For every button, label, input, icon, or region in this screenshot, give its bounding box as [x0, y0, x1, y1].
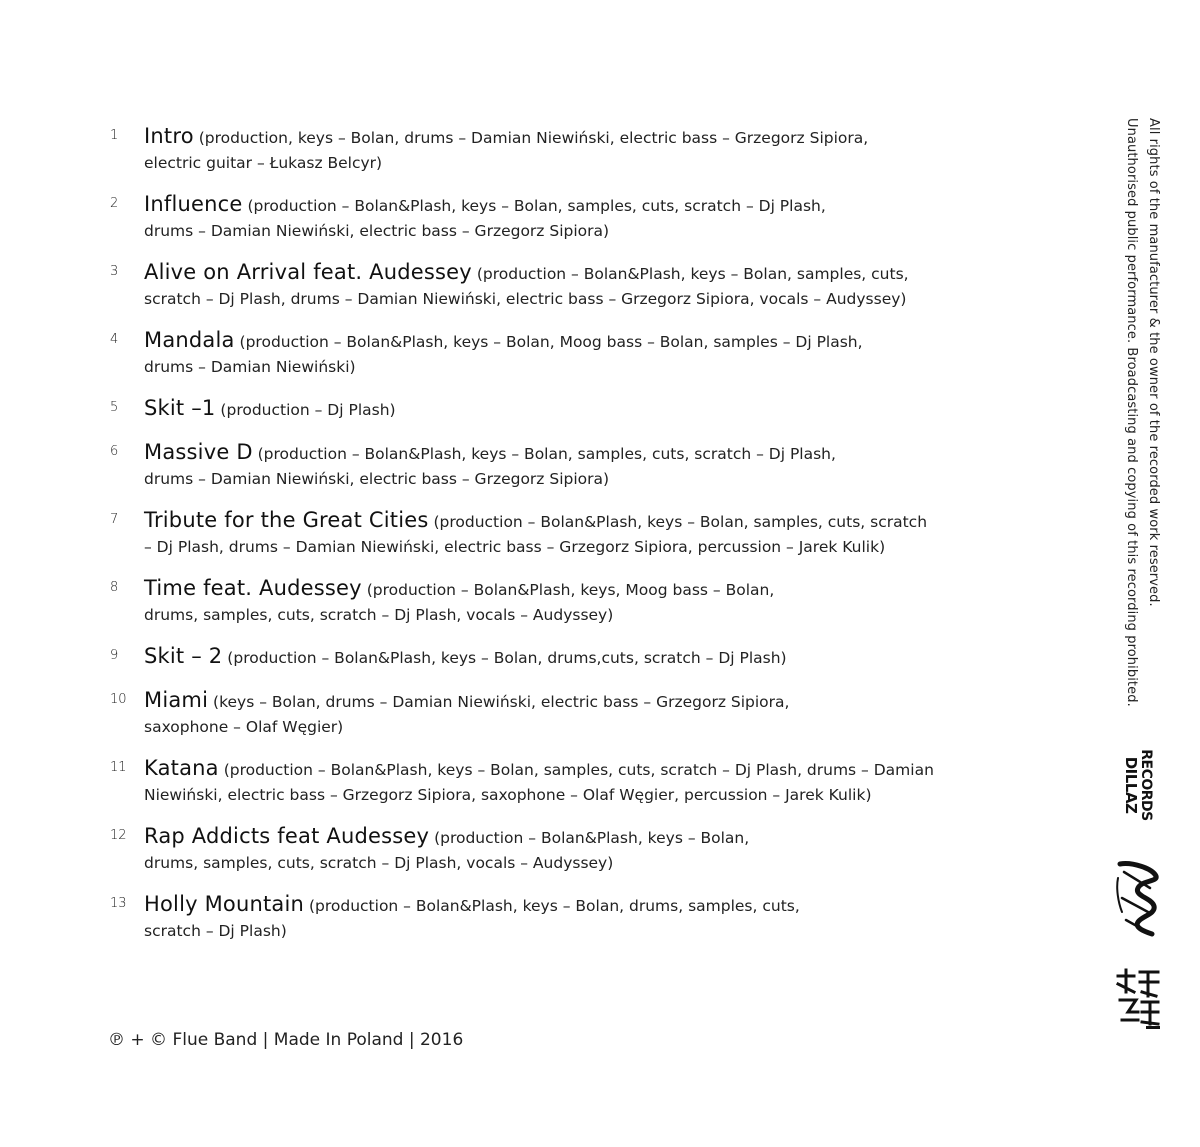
rights-notice	[1120, 118, 1164, 707]
track-number: 6	[110, 444, 119, 459]
script-logo	[1112, 858, 1164, 938]
track-title: Influence	[144, 192, 243, 216]
track-title: Mandala	[144, 328, 235, 352]
track-credits-cont: scratch – Dj Plash)	[144, 922, 287, 940]
copyright-footer: ℗ + © Flue Band | Made In Poland | 2016	[108, 1030, 464, 1050]
track-credits: (production – Dj Plash)	[215, 401, 396, 419]
track-number: 4	[110, 332, 119, 347]
track-credits: (production – Bolan&Plash, keys, Moog bass – Bolan,	[361, 581, 775, 599]
track-title: Skit – 2	[144, 644, 223, 668]
track-credits-cont: drums – Damian Niewiński)	[144, 358, 356, 376]
track-title: Intro	[144, 124, 194, 148]
rights-line-1: All rights of the manufacturer & the owner of the recorded work reserved.	[1146, 118, 1161, 607]
rights-line-2: Unauthorised public performance. Broadcasting and copying of this recording prohibited.	[1124, 118, 1139, 707]
track-credits: (production – Bolan&Plash, keys – Bolan,	[429, 829, 750, 847]
track-title: Rap Addicts feat Audessey	[144, 824, 430, 848]
track-credits: (production – Bolan&Plash, keys – Bolan, Moog bass – Bolan, samples – Dj Plash,	[234, 333, 863, 351]
track-credits-cont: Niewiński, electric bass – Grzegorz Sipiora, saxophone – Olaf Węgier, percussion – Jarek Kulik)	[144, 786, 872, 804]
track-number: 5	[110, 400, 119, 415]
track-title: Tribute for the Great Cities	[144, 508, 429, 532]
track-title: Massive D	[144, 440, 253, 464]
track-title: Alive on Arrival feat. Audessey	[144, 260, 472, 284]
track-credits: (production – Bolan&Plash, keys – Bolan, drums,cuts, scratch – Dj Plash)	[222, 649, 787, 667]
dillaz-logo-line-2: DILLAZ	[1122, 756, 1140, 814]
track-credits-cont: electric guitar – Łukasz Belcyr)	[144, 154, 383, 172]
track-credits-cont: drums – Damian Niewiński, electric bass – Grzegorz Sipiora)	[144, 470, 610, 488]
track-credits: (production – Bolan&Plash, keys – Bolan, samples, cuts, scratch	[428, 513, 928, 531]
track-credits-cont: drums, samples, cuts, scratch – Dj Plash, vocals – Audyssey)	[144, 854, 614, 872]
track-credits: (production – Bolan&Plash, keys – Bolan, samples, cuts,	[471, 265, 909, 283]
dillaz-records-logo	[1112, 742, 1164, 828]
track-number: 8	[110, 580, 119, 595]
track-number: 12	[110, 828, 127, 843]
track-credits: (production – Bolan&Plash, keys – Bolan, drums, samples, cuts,	[304, 897, 800, 915]
track-number: 13	[110, 896, 127, 911]
track-credits-cont: drums – Damian Niewiński, electric bass – Grzegorz Sipiora)	[144, 222, 610, 240]
track-title: Skit –1	[144, 396, 216, 420]
track-credits: (keys – Bolan, drums – Damian Niewiński, electric bass – Grzegorz Sipiora,	[208, 693, 790, 711]
track-number: 9	[110, 648, 119, 663]
track-number: 7	[110, 512, 119, 527]
track-credits: (production – Bolan&Plash, keys – Bolan, samples, cuts, scratch – Dj Plash, drums – Damian	[218, 761, 934, 779]
track-credits: (production – Bolan&Plash, keys – Bolan, samples, cuts, scratch – Dj Plash,	[242, 197, 826, 215]
track-title: Katana	[144, 756, 219, 780]
track-credits-cont: – Dj Plash, drums – Damian Niewiński, electric bass – Grzegorz Sipiora, percussion – Jarek Kulik)	[144, 538, 886, 556]
track-number: 2	[110, 196, 119, 211]
track-number: 3	[110, 264, 119, 279]
track-credits-cont: drums, samples, cuts, scratch – Dj Plash, vocals – Audyssey)	[144, 606, 614, 624]
track-number: 11	[110, 760, 127, 775]
track-title: Miami	[144, 688, 209, 712]
track-number: 10	[110, 692, 127, 707]
track-number: 1	[110, 128, 119, 143]
track-credits: (production, keys – Bolan, drums – Damian Niewiński, electric bass – Grzegorz Sipiora,	[193, 129, 869, 147]
track-title: Time feat. Audessey	[144, 576, 362, 600]
track-credits: (production – Bolan&Plash, keys – Bolan, samples, cuts, scratch – Dj Plash,	[252, 445, 836, 463]
track-credits-cont: saxophone – Olaf Węgier)	[144, 718, 344, 736]
dillaz-logo-line-1: RECORDS	[1138, 749, 1154, 821]
track-title: Holly Mountain	[144, 892, 305, 916]
glyph-logo	[1112, 966, 1164, 1032]
track-credits-cont: scratch – Dj Plash, drums – Damian Niewiński, electric bass – Grzegorz Sipiora, vocals – Audyssey)	[144, 290, 907, 308]
